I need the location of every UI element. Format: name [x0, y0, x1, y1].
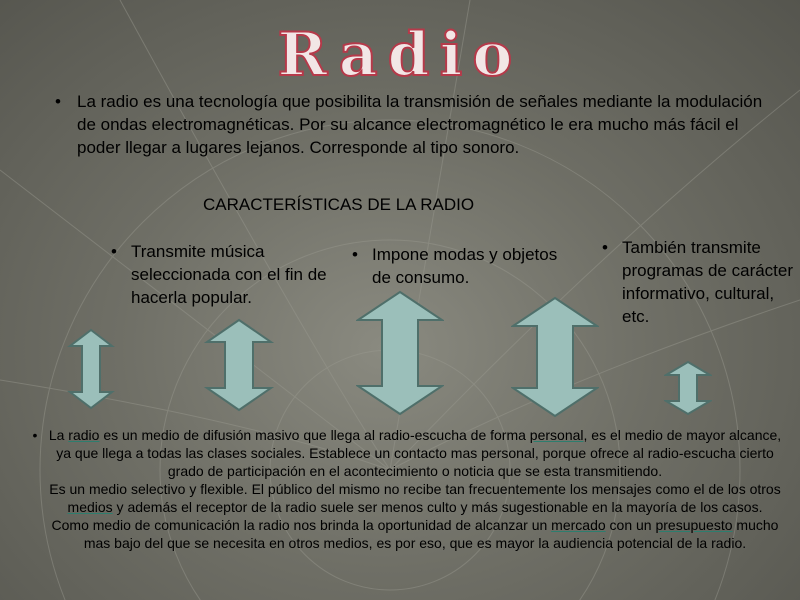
bullet: •: [602, 238, 608, 257]
slide-title: Radio: [277, 20, 523, 90]
text-segment: es un medio de difusión masivo que llega al radio-escucha de forma: [99, 427, 530, 443]
text-segment: y además el receptor de la radio suele ser menos culto y más sugestionable en la mayoría de los casos.: [112, 499, 763, 515]
double-arrow-icon: [511, 296, 599, 418]
feature-item: [352, 243, 572, 289]
intro-text: La radio es una tecnología que posibilita la transmisión de señales mediante la modulación de ondas electromagnéticas. Por su alcance electromagnético le era mucho más fácil el poder llegar a lugares lejanos. Corresponde al tipo sonoro.: [77, 92, 763, 157]
link-radio[interactable]: radio: [68, 427, 100, 443]
double-arrow-icon: [204, 318, 274, 412]
double-arrow-icon: [66, 328, 116, 410]
feature-text: También transmite programas de carácter informativo, cultural, etc.: [622, 238, 794, 326]
double-arrow-icon: [664, 360, 712, 416]
bullet: •: [55, 92, 61, 111]
link-presupuesto[interactable]: presupuesto: [655, 517, 733, 533]
text-segment: Es un medio selectivo y flexible. El público del mismo no recibe tan frecuentemente los mensajes como el de los otros: [49, 481, 781, 497]
feature-text: Transmite música seleccionada con el fin de hacerla popular.: [131, 242, 327, 307]
description-paragraph: [40, 480, 790, 516]
feature-text: Impone modas y objetos de consumo.: [372, 245, 558, 287]
intro-paragraph: [55, 90, 775, 159]
bullet: •: [352, 245, 358, 264]
text-segment: mucho mas bajo del que se necesita en otros medios, es por eso, que es mayor la audiencia potencial de la radio.: [83, 517, 779, 551]
section-heading: CARACTERÍSTICAS DE LA RADIO: [203, 195, 475, 214]
double-arrow-icon: [356, 290, 444, 416]
text-segment: con un: [605, 517, 656, 533]
text-segment: , es el medio de mayor alcance, ya que llega a todas las clases sociales. Establece un contacto mas personal, porque ofrece al radio-escucha cierto grado de participación en el acontecimiento o noticia que se esta transmitiendo.: [56, 427, 782, 479]
description-paragraph: [32, 426, 790, 480]
text-segment: La: [48, 427, 69, 443]
link-medios[interactable]: medios: [67, 499, 113, 515]
link-mercado[interactable]: mercado: [551, 517, 606, 533]
description-paragraph: [40, 516, 790, 552]
feature-item: [602, 236, 797, 328]
link-personal[interactable]: personal: [529, 427, 584, 443]
bullet: •: [32, 427, 38, 443]
feature-item: [111, 240, 341, 309]
bullet: •: [111, 242, 117, 261]
description-block: [32, 426, 790, 552]
text-segment: Como medio de comunicación la radio nos brinda la oportunidad de alcanzar un: [51, 517, 552, 533]
